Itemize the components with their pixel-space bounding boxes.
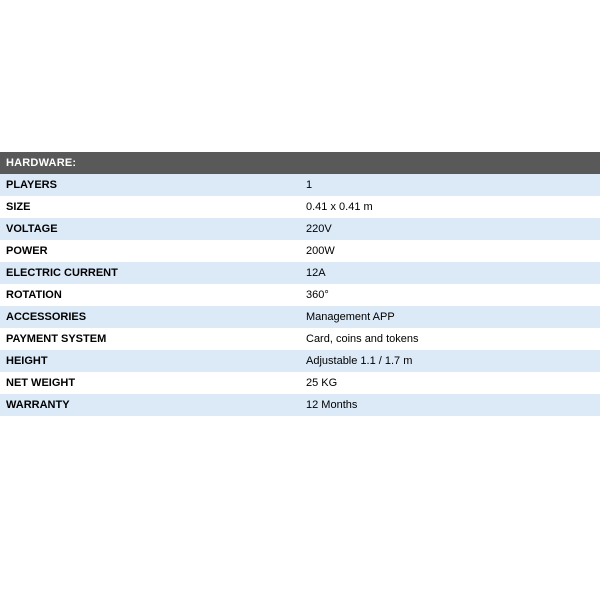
table-header-title: HARDWARE: bbox=[0, 152, 600, 174]
table-row bbox=[0, 350, 600, 372]
row-label: SIZE bbox=[0, 196, 300, 218]
hardware-spec-table bbox=[0, 152, 600, 416]
row-value: Management APP bbox=[300, 306, 600, 328]
table-row bbox=[0, 284, 600, 306]
row-label: NET WEIGHT bbox=[0, 372, 300, 394]
row-label: POWER bbox=[0, 240, 300, 262]
table-row bbox=[0, 240, 600, 262]
row-label: VOLTAGE bbox=[0, 218, 300, 240]
table-header-row bbox=[0, 152, 600, 174]
table-row bbox=[0, 174, 600, 196]
table-row bbox=[0, 218, 600, 240]
row-value: 220V bbox=[300, 218, 600, 240]
row-value: 200W bbox=[300, 240, 600, 262]
spec-table-body bbox=[0, 152, 600, 416]
row-value: 360° bbox=[300, 284, 600, 306]
row-value: 12A bbox=[300, 262, 600, 284]
row-label: PLAYERS bbox=[0, 174, 300, 196]
row-label: ROTATION bbox=[0, 284, 300, 306]
table-row bbox=[0, 306, 600, 328]
row-value: 1 bbox=[300, 174, 600, 196]
table-row bbox=[0, 372, 600, 394]
row-label: HEIGHT bbox=[0, 350, 300, 372]
row-value: Card, coins and tokens bbox=[300, 328, 600, 350]
table-row bbox=[0, 196, 600, 218]
row-value: 0.41 x 0.41 m bbox=[300, 196, 600, 218]
row-value: Adjustable 1.1 / 1.7 m bbox=[300, 350, 600, 372]
row-label: PAYMENT SYSTEM bbox=[0, 328, 300, 350]
row-value: 12 Months bbox=[300, 394, 600, 416]
row-label: ACCESSORIES bbox=[0, 306, 300, 328]
table-row bbox=[0, 394, 600, 416]
row-label: ELECTRIC CURRENT bbox=[0, 262, 300, 284]
table-row bbox=[0, 262, 600, 284]
row-value: 25 KG bbox=[300, 372, 600, 394]
row-label: WARRANTY bbox=[0, 394, 300, 416]
table-row bbox=[0, 328, 600, 350]
